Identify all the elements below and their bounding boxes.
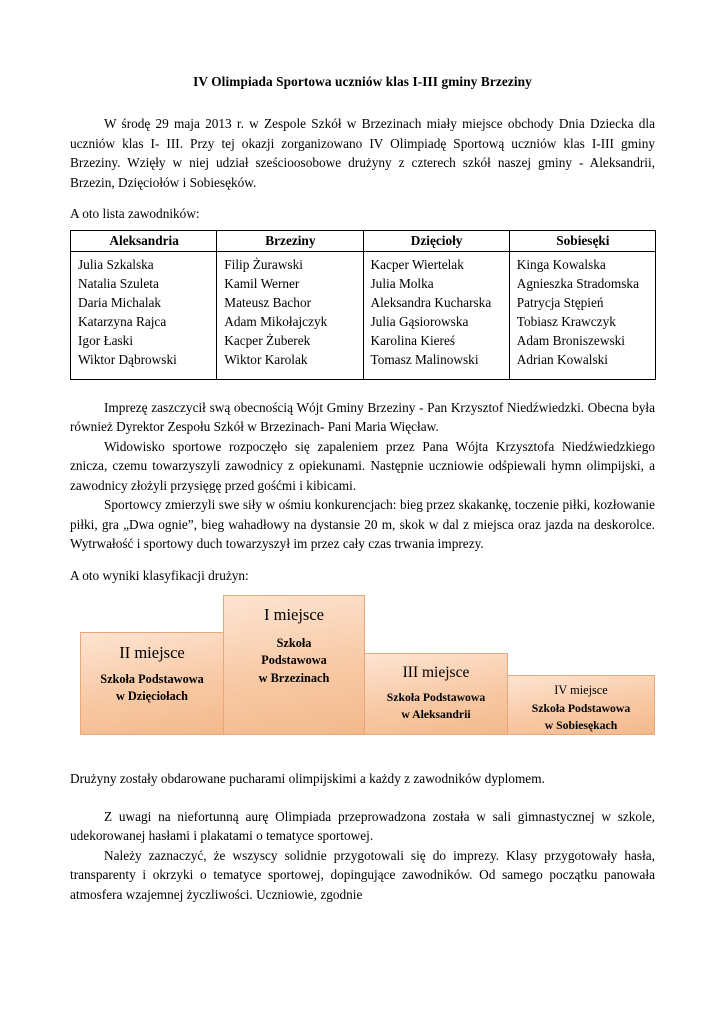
list-item: Karolina Kiereś [370,333,456,349]
podium-school-second-line2: w Dzięciołach [115,689,189,704]
list-item: Wiktor Karolak [224,352,308,368]
podium-school-first-line1: Szkoła [276,635,312,650]
list-item: Agnieszka Stradomska [516,275,639,291]
podium-school-fourth-line1: Szkoła Podstawowa [531,702,631,716]
podium-school-first-line3: w Brzezinach [258,670,330,685]
column-header-sobieseki: Sobiesęki [509,230,655,251]
names-cell-sobieseki [509,251,655,379]
names-cell-dzieciloy [363,251,509,379]
list-item: Tobiasz Krawczyk [516,314,616,330]
podium-step-third [364,653,508,735]
list-item: Igor Łaski [78,333,134,349]
list-item: Kamil Werner [224,275,300,291]
paragraph-results-lead: A oto wyniki klasyfikacji drużyn: [70,567,249,583]
table-row [71,251,656,379]
competitors-table [70,230,656,380]
paragraph-intro: W środę 29 maja 2013 r. w Zespole Szkół w Brzezinach miały miejsce obchody Dnia Dziecka dla uczniów klas I- III. Przy tej okazji zorganizowano IV Olimpiadę Sportową uczniów klas I-III gminy Brzeziny. Wzięły w niej udział sześcioosobowe drużyny z czterech szkół naszej gminy - Aleksandrii, Brzezin, Dzięciołów i Sobiesęków. [70,116,655,190]
list-item: Adrian Kowalski [516,352,608,368]
podium-school-fourth-line2: w Sobiesękach [544,718,618,732]
podium-school-fourth [508,701,654,734]
list-item: Kacper Wiertelak [370,256,464,272]
podium-rank-second: II miejsce [119,643,185,663]
list-item: Adam Mikołajczyk [224,314,328,330]
paragraph-venue: Z uwagi na niefortunną aurę Olimpiada przeprowadzona została w sali gimnastycznej w szkole, udekorowanej hasłami i plakatami o tematyce sportowej. [70,808,655,844]
podium-chart [70,595,655,755]
table-header-row [71,230,656,251]
list-item: Adam Broniszewski [516,333,625,349]
list-item: Kinga Kowalska [516,256,606,272]
paragraph-opening: Widowisko sportowe rozpoczęło się zapaleniem przez Pana Wójta Krzysztofa Niedźwiedzkiego znicza, czemu towarzyszyli zawodnicy z opiekunami. Następnie uczniowie odśpiewali hymn olimpijski, a zawodnicy złożyli przysięgę przed gośćmi i kibicami. [70,438,655,493]
list-item: Tomasz Malinowski [370,352,479,368]
list-item: Julia Szkalska [78,256,154,272]
list-item: Aleksandra Kucharska [370,294,492,310]
list-item: Katarzyna Rajca [78,314,167,330]
paragraph-closing: Należy zaznaczyć, że wszyscy solidnie przygotowali się do imprezy. Klasy przygotowały hasła, transparenty i okrzyki o tematyce sportowej, dopingujące zawodników. Od samego początku panowała atmosfera wzajemnej życzliwości. Uczniowie, zgodnie [70,847,655,902]
paragraph-guests: Imprezę zaszczycił swą obecnością Wójt Gminy Brzeziny - Pan Krzysztof Niedźwiedzki. Obecna była również Dyrektor Zespołu Szkół w Brzezinach- Pani Maria Więcław. [70,399,655,435]
paragraph-competitions: Sportowcy zmierzyli swe siły w ośmiu konkurencjach: bieg przez skakankę, toczenie piłki, kozłowanie piłki, gra „Dwa ognie”, bieg wahadłowy na dystansie 20 m, skok w dal z miejsca oraz jazda na deskorolce. Wytrwałość i sportowy duch towarzyszył im przez cały czas trwania imprezy. [70,497,655,552]
page-title: IV Olimpiada Sportowa uczniów klas I-III gminy Brzeziny [193,74,532,89]
list-item: Wiktor Dąbrowski [78,352,177,368]
paragraph-awards: Drużyny zostały obdarowane pucharami olimpijskimi a każdy z zawodników dyplomem. [70,771,545,787]
names-cell-brzeziny [217,251,363,379]
podium-school-third-line2: w Aleksandrii [401,708,471,722]
podium-school-third [365,690,507,723]
podium-step-first [223,595,365,735]
list-item: Filip Żurawski [224,256,303,272]
list-item: Natalia Szuleta [78,275,159,291]
podium-school-third-line1: Szkoła Podstawowa [386,691,486,705]
podium-school-second-line1: Szkoła Podstawowa [100,671,204,686]
list-item: Daria Michalak [78,294,162,310]
podium-school-first-line2: Podstawowa [261,653,327,668]
names-cell-aleksandria [71,251,217,379]
list-item: Kacper Żuberek [224,333,311,349]
column-header-aleksandria: Aleksandria [71,230,217,251]
podium-step-second [80,632,224,735]
column-header-dzieciloy: Dzięcioły [363,230,509,251]
podium-school-first [224,635,364,687]
podium-school-second [81,671,223,706]
column-header-brzeziny: Brzeziny [217,230,363,251]
podium-rank-fourth: IV miejsce [554,683,608,698]
list-item: Julia Molka [370,275,434,291]
podium-step-fourth [507,675,655,735]
paragraph-list-lead: A oto lista zawodników: [70,206,200,222]
list-item: Julia Gąsiorowska [370,314,469,330]
podium-rank-third: III miejsce [402,664,470,682]
podium-rank-first: I miejsce [263,605,324,625]
list-item: Mateusz Bachor [224,294,312,310]
list-item: Patrycja Stępień [516,294,604,310]
